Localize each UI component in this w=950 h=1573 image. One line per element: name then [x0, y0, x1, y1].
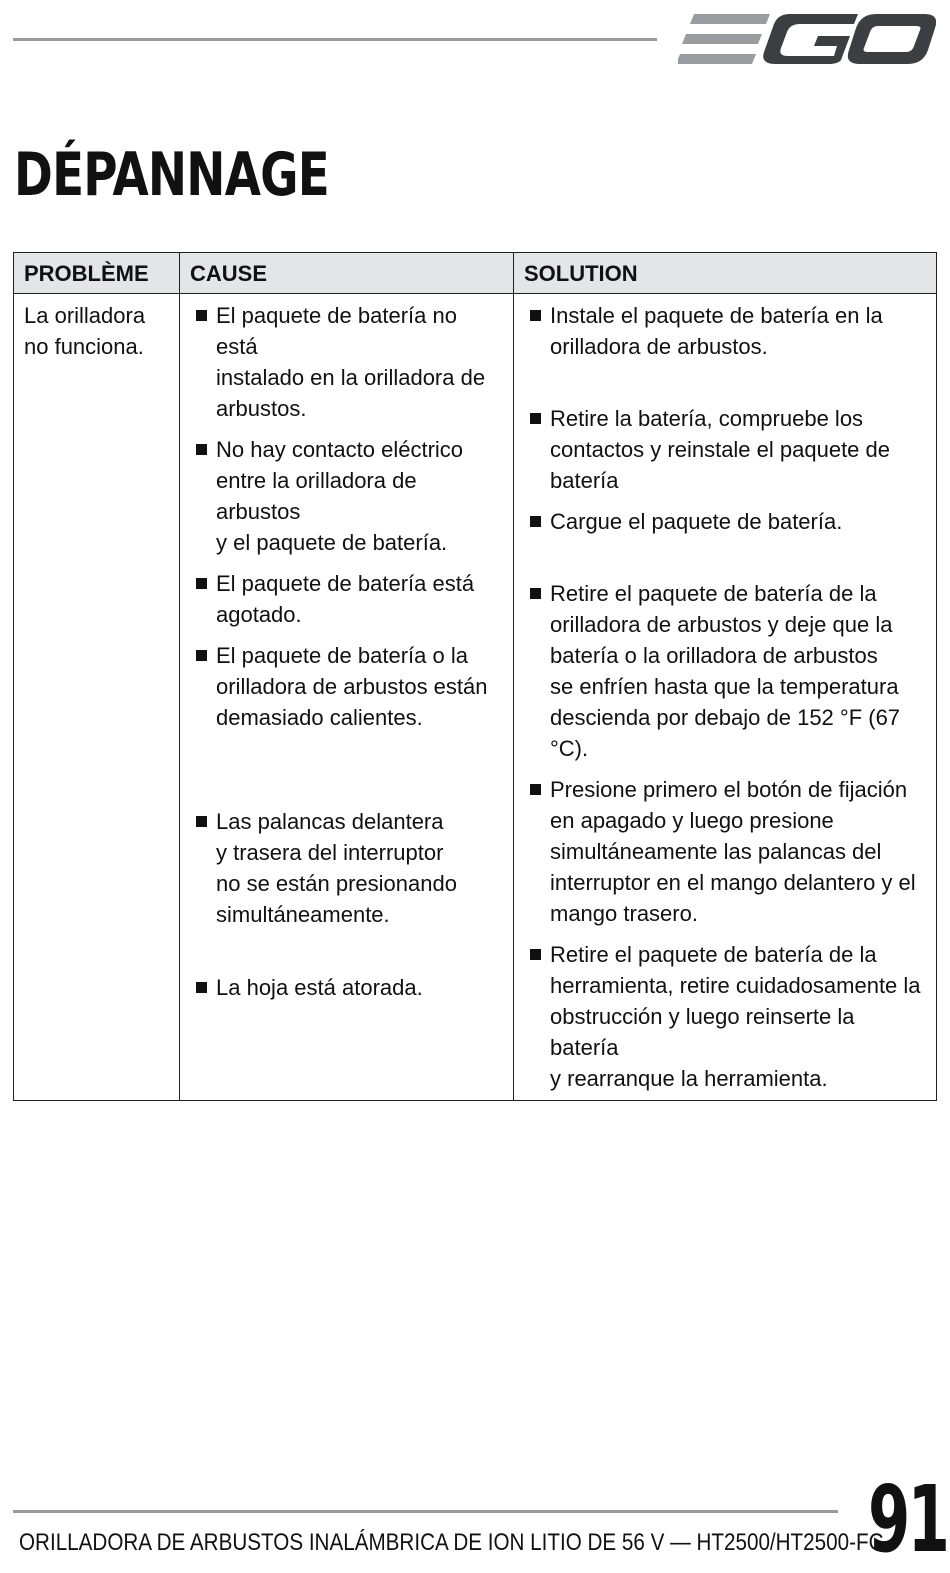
solution-line: Cargue el paquete de batería. — [550, 509, 843, 534]
solution-line: Retire el paquete de batería de la — [550, 581, 877, 606]
solution-item — [524, 578, 926, 764]
solution-line: Presione primero el botón de fijación — [550, 777, 908, 802]
solution-line: Retire el paquete de batería de la — [550, 942, 877, 967]
solution-line: contactos y reinstale el paquete de — [550, 437, 891, 462]
cause-line: El paquete de batería no está — [216, 303, 457, 359]
cause-item — [190, 434, 503, 558]
bullet-square-icon — [196, 310, 207, 321]
solution-item — [524, 774, 926, 929]
table-row — [14, 294, 937, 1101]
solution-line: orilladora de arbustos y deje que la — [550, 612, 893, 637]
footer-rule — [13, 1510, 838, 1513]
solution-cell — [514, 294, 937, 1101]
solution-line: interruptor en el mango delantero y el — [550, 870, 916, 895]
solution-line: descienda por debajo de 152 °F (67 °C). — [550, 705, 901, 761]
solution-line: en apagado y luego presione — [550, 808, 834, 833]
solution-line: Retire la batería, compruebe los — [550, 406, 864, 431]
solution-line: obstrucción y luego reinserte la batería — [550, 1004, 855, 1060]
solution-line: mango trasero. — [550, 901, 698, 926]
cause-line: Las palancas delantera — [216, 809, 444, 834]
bullet-square-icon — [530, 784, 541, 795]
bullet-square-icon — [530, 949, 541, 960]
solution-line: se enfríen hasta que la temperatura — [550, 674, 899, 699]
bullet-square-icon — [196, 578, 207, 589]
cause-line: no se están presionando — [216, 871, 457, 896]
cause-line: El paquete de batería está — [216, 571, 475, 596]
header-rule — [13, 38, 657, 41]
solution-line: simultáneamente las palancas del — [550, 839, 882, 864]
cause-line: simultáneamente. — [216, 902, 390, 927]
header-solution: SOLUTION — [514, 253, 937, 294]
bullet-square-icon — [530, 310, 541, 321]
cause-line: instalado en la orilladora de — [216, 365, 486, 390]
cause-line: demasiado calientes. — [216, 705, 423, 730]
cause-item — [190, 972, 503, 1003]
cause-list — [190, 300, 503, 1003]
solution-line: batería — [550, 468, 619, 493]
solution-item — [524, 939, 926, 1094]
troubleshooting-table — [13, 252, 937, 1101]
footer-product-title: ORILLADORA DE ARBUSTOS INALÁMBRICA DE ION LITIO DE 56 V — HT2500/HT2500-FC — [19, 1529, 884, 1556]
solution-list — [524, 300, 926, 1094]
cause-line: orilladora de arbustos están — [216, 674, 488, 699]
solution-line: Instale el paquete de batería en la — [550, 303, 883, 328]
ego-logo — [678, 10, 936, 68]
table-header-row — [14, 253, 937, 294]
cause-cell — [180, 294, 514, 1101]
page-title: DÉPANNAGE — [14, 140, 329, 210]
solution-item — [524, 300, 926, 393]
cause-line: El paquete de batería o la — [216, 643, 468, 668]
page-number: 91 — [868, 1466, 948, 1573]
cause-item — [190, 640, 503, 796]
problem-line: La orilladora — [24, 303, 146, 328]
solution-line: y rearranque la herramienta. — [550, 1066, 828, 1091]
solution-line: orilladora de arbustos. — [550, 334, 768, 359]
cause-line: agotado. — [216, 602, 302, 627]
cause-item — [190, 300, 503, 424]
bullet-square-icon — [530, 588, 541, 599]
cause-line: y trasera del interruptor — [216, 840, 444, 865]
cause-item — [190, 806, 503, 962]
solution-line: herramienta, retire cuidadosamente la — [550, 973, 921, 998]
header-problem: PROBLÈME — [14, 253, 180, 294]
bullet-square-icon — [530, 413, 541, 424]
header-cause: CAUSE — [180, 253, 514, 294]
cause-line: No hay contacto eléctrico — [216, 437, 464, 462]
bullet-square-icon — [196, 982, 207, 993]
bullet-square-icon — [196, 444, 207, 455]
cause-item — [190, 568, 503, 630]
solution-item — [524, 506, 926, 568]
bullet-square-icon — [196, 816, 207, 827]
bullet-square-icon — [530, 516, 541, 527]
solution-item — [524, 403, 926, 496]
cause-line: entre la orilladora de arbustos — [216, 468, 417, 524]
solution-line: batería o la orilladora de arbustos — [550, 643, 878, 668]
cause-line: La hoja está atorada. — [216, 975, 423, 1000]
bullet-square-icon — [196, 650, 207, 661]
problem-line: no funciona. — [24, 334, 144, 359]
cause-line: arbustos. — [216, 396, 307, 421]
cause-line: y el paquete de batería. — [216, 530, 448, 555]
problem-cell — [14, 294, 180, 1101]
